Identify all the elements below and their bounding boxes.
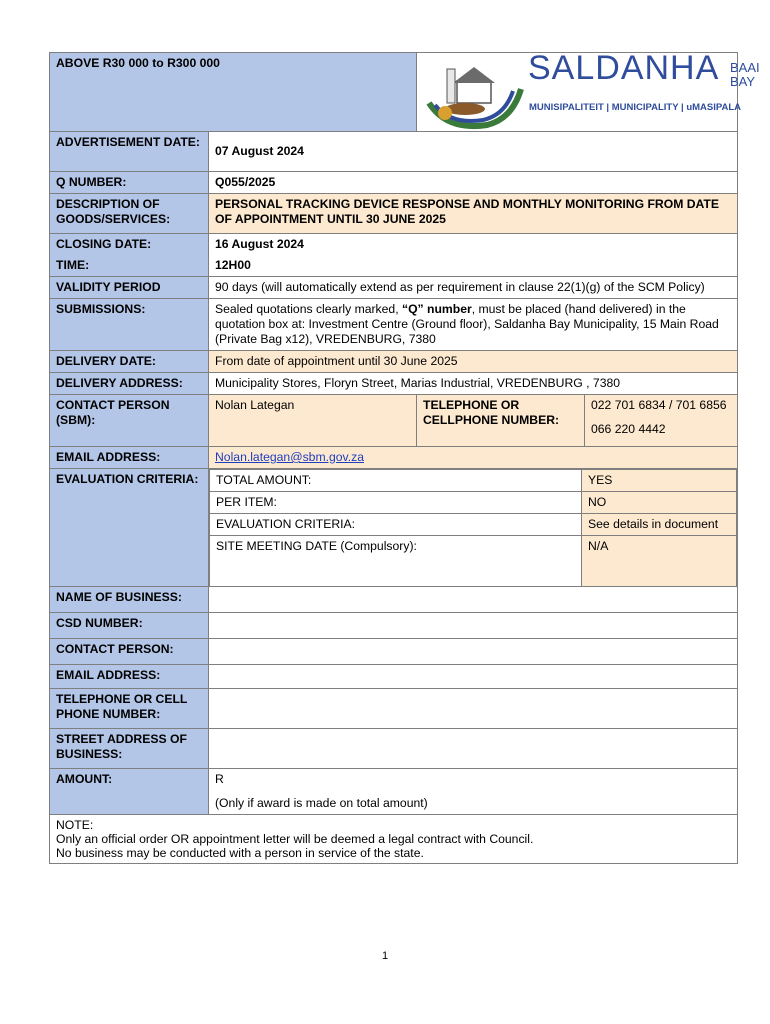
business-contact-field[interactable] (209, 639, 738, 665)
delivery-address-label: DELIVERY ADDRESS: (50, 373, 209, 395)
submissions-label: SUBMISSIONS: (50, 299, 209, 351)
logo-baai-bay: BAAI BAY (730, 60, 760, 89)
business-name-label: NAME OF BUSINESS: (50, 587, 209, 613)
contact-person-label: CONTACT PERSON (SBM): (50, 395, 209, 447)
delivery-date-label: DELIVERY DATE: (50, 351, 209, 373)
municipality-logo (417, 49, 760, 132)
business-email-label: EMAIL ADDRESS: (50, 665, 209, 689)
validity-label: VALIDITY PERIOD (50, 277, 209, 299)
evaluation-row: PER ITEM: NO (210, 492, 737, 514)
quotation-form (49, 49, 760, 864)
business-name-field[interactable] (209, 587, 738, 613)
evaluation-label: EVALUATION CRITERIA: (50, 469, 209, 587)
business-phone-field[interactable] (209, 689, 738, 729)
logo-subtitle: MUNISIPALITEIT | MUNICIPALITY | uMASIPALA (529, 102, 742, 113)
email-label: EMAIL ADDRESS: (50, 447, 209, 469)
time-value: 12H00 (209, 255, 738, 277)
amount-field[interactable]: R (Only if award is made on total amount) (209, 769, 738, 815)
time-label: TIME: (50, 255, 209, 277)
description-label: DESCRIPTION OF GOODS/SERVICES: (50, 194, 209, 234)
evaluation-row: TOTAL AMOUNT: YES (210, 470, 737, 492)
evaluation-table (209, 469, 738, 587)
business-phone-label: TELEPHONE OR CELL PHONE NUMBER: (50, 689, 209, 729)
logo-name: SALDANHA (528, 49, 720, 87)
csd-number-label: CSD NUMBER: (50, 613, 209, 639)
q-number-label: Q NUMBER: (50, 172, 209, 194)
range-heading: ABOVE R30 000 to R300 000 (50, 53, 417, 132)
evaluation-row: SITE MEETING DATE (Compulsory): N/A (210, 536, 737, 587)
advertisement-date-value: 07 August 2024 (209, 132, 738, 172)
closing-date-label: CLOSING DATE: (50, 234, 209, 256)
closing-date-value: 16 August 2024 (209, 234, 738, 256)
delivery-address-value: Municipality Stores, Floryn Street, Marias Industrial, VREDENBURG , 7380 (209, 373, 738, 395)
business-contact-label: CONTACT PERSON: (50, 639, 209, 665)
evaluation-row: EVALUATION CRITERIA: See details in document (210, 514, 737, 536)
csd-number-field[interactable] (209, 613, 738, 639)
logo-emblem-icon (417, 53, 537, 131)
description-value: PERSONAL TRACKING DEVICE RESPONSE AND MONTHLY MONITORING FROM DATE OF APPOINTMENT UNTIL 30 JUNE 2025 (209, 194, 738, 234)
telephone-label: TELEPHONE OR CELLPHONE NUMBER: (417, 395, 585, 447)
delivery-date-value: From date of appointment until 30 June 2025 (209, 351, 738, 373)
email-link[interactable]: Nolan.lategan@sbm.gov.za (215, 450, 364, 464)
street-address-field[interactable] (209, 729, 738, 769)
submissions-value: Sealed quotations clearly marked, “Q” number, must be placed (hand delivered) in the quotation box at: Investment Centre (Ground floor), Saldanha Bay Municipality, 15 Main Road (Private Bag x12), VREDENBURG, 7380 (209, 299, 738, 351)
q-number-value: Q055/2025 (209, 172, 738, 194)
page-number: 1 (381, 950, 389, 962)
note-section: NOTE: Only an official order OR appointment letter will be deemed a legal contract with Council. No business may be conducted with a person in service of the state. (50, 815, 738, 864)
validity-value: 90 days (will automatically extend as per requirement in clause 22(1)(g) of the SCM Policy) (209, 277, 738, 299)
amount-label: AMOUNT: (50, 769, 209, 815)
contact-person-name: Nolan Lategan (209, 395, 417, 447)
street-address-label: STREET ADDRESS OF BUSINESS: (50, 729, 209, 769)
telephone-values: 022 701 6834 / 701 6856 066 220 4442 (585, 395, 738, 447)
advertisement-date-label: ADVERTISEMENT DATE: (50, 132, 209, 172)
business-email-field[interactable] (209, 665, 738, 689)
